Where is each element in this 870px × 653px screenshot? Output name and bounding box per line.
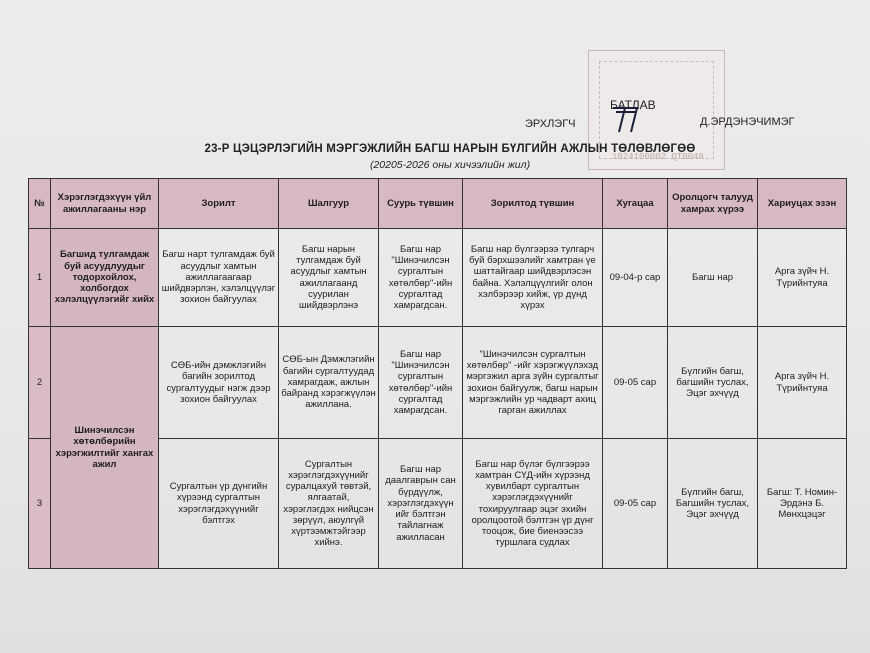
table-row: [29, 327, 847, 439]
stamp-code: 1024100002 QT0048: [612, 152, 704, 162]
row-participants: Бүлгийн багш, багшийн туслах, Эцэг эхчүүд: [668, 327, 758, 439]
row-baseline: Багш нар даалгаврын сан бүрдүүлж, хэрэглэгдэхүүн ийг бэлтгэн тайлагнаж ажилласан: [379, 439, 463, 569]
header-goal: Зорилт: [159, 179, 279, 229]
row-owner: Багш: Т. Номин-Эрдэнэ Б. Мөнхцэцэг: [758, 439, 847, 569]
row-criteria: Багш нарын тулгамдаж буй асуудлыг хамтын ажиллагаанд суурилан шийдвэрлэнэ: [279, 229, 379, 327]
row-baseline: Багш нар "Шинэчилсэн сургалтын хөтөлбөр"-ийн сургалтад хамрагдсан.: [379, 327, 463, 439]
page-subtitle: (20205-2026 оны хичээлийн жил): [369, 159, 531, 171]
page-title: 23-Р ЦЭЦЭРЛЭГИЙН МЭРГЭЖЛИЙН БАГШ НАРЫН БҮЛГИЙН АЖЛЫН ТӨЛӨВЛӨГӨӨ: [204, 143, 696, 155]
row-goal: Сургалтын үр дүнгийн хүрээнд сургалтын хэрэглэгдэхүүнийг бэлтгэх: [159, 439, 279, 569]
header-num: №: [29, 179, 51, 229]
row-target: Багш нар бүлгээрээ тулгарч буй бэрхшээлийг хамтран үе шаттайгаар шийдвэрлэсэн байна. Хэлэлцүүлгийг олон хэлбэрээр хийж, үр дүнд хүрэх: [463, 229, 603, 327]
row-baseline: Багш нар "Шинэчилсэн сургалтын хөтөлбөр"-ийн сургалтад хамрагдсан.: [379, 229, 463, 327]
row-participants: Бүлгийн багш, Багшийн туслах, Эцэг эхчүүд: [668, 439, 758, 569]
header-criteria: Шалгуур: [279, 179, 379, 229]
approved-label: БАТЛАВ: [610, 98, 656, 112]
row-goal: Багш нарт тулгамдаж буй асуудлыг хамтын ажиллагаагаар шийдвэрлэн, хэлэлцүүлэг зохион байгуулах: [159, 229, 279, 327]
row-owner: Арга зүйч Н. Түрийнтуяа: [758, 327, 847, 439]
row-participants: Багш нар: [668, 229, 758, 327]
header-target: Зорилтод түвшин: [463, 179, 603, 229]
row-goal: СӨБ-ийн дэмжлэгийн багийн зорилтод сургалтуудыг нэгж дээр зохион байгуулах: [159, 327, 279, 439]
row-activity: Багшид тулгамдаж буй асуудлуудыг тодорхойлох, холбогдох хэлэлцүүлэгийг хийх: [51, 229, 159, 327]
header-activity: Хэрэглэгдэхүүн үйл ажиллагааны нэр: [51, 179, 159, 229]
header-deadline: Хугацаа: [603, 179, 668, 229]
row-deadline: 09-05 сар: [603, 439, 668, 569]
director-name: Д.ЭРДЭНЭЧИМЭГ: [700, 116, 795, 128]
row-number: 3: [29, 439, 51, 569]
row-target: "Шинэчилсэн сургалтын хөтөлбөр" -ийг хэрэгжүүлэхэд мэргэжил арга зүйн сургалтыг зохион байгуулж, багш нарын мэргэжлийн ур чадварт ахиц гарган ажиллах: [463, 327, 603, 439]
work-plan-table: [28, 178, 847, 569]
row-activity: Шинэчилсэн хөтөлбөрийн хэрэгжилтийг хангах ажил: [51, 327, 159, 569]
row-deadline: 09-05 сар: [603, 327, 668, 439]
row-criteria: Сургалтын хэрэглэгдэхүүнийг суралцахуй төвтэй, ялгаатай, хэрэглэгдэх нийцсэн зөрүүл, аюулгүй хүртээмжтэйгээр хийнэ.: [279, 439, 379, 569]
row-criteria: СӨБ-ын Дэмжлэгийн багийн сургалтуудад хамрагдаж, ажлын байранд хэрэгжүүлэн ажиллана.: [279, 327, 379, 439]
row-number: 1: [29, 229, 51, 327]
organization-label: ЭРХЛЭГЧ: [525, 118, 576, 130]
row-target: Багш нар бүлэг бүлгээрээ хамтран СҮД-ийн хүрээнд хувилбарт сургалтын хэрэглэгдэхүүнийг тохируулгаар эцэг эхийн оролцоотой бэлтгэн үр дүнг тооцож, бие биенээсээ туршлага судлах: [463, 439, 603, 569]
row-number: 2: [29, 327, 51, 439]
header-baseline: Суурь түвшин: [379, 179, 463, 229]
row-deadline: 09-04-р сар: [603, 229, 668, 327]
table-row: [29, 229, 847, 327]
signature-icon: [610, 104, 644, 134]
table-header-row: [29, 179, 847, 229]
header-participants: Оролцогч талууд хамрах хүрээ: [668, 179, 758, 229]
header-owner: Хариуцах эзэн: [758, 179, 847, 229]
row-owner: Арга зүйч Н. Түрийнтуяа: [758, 229, 847, 327]
